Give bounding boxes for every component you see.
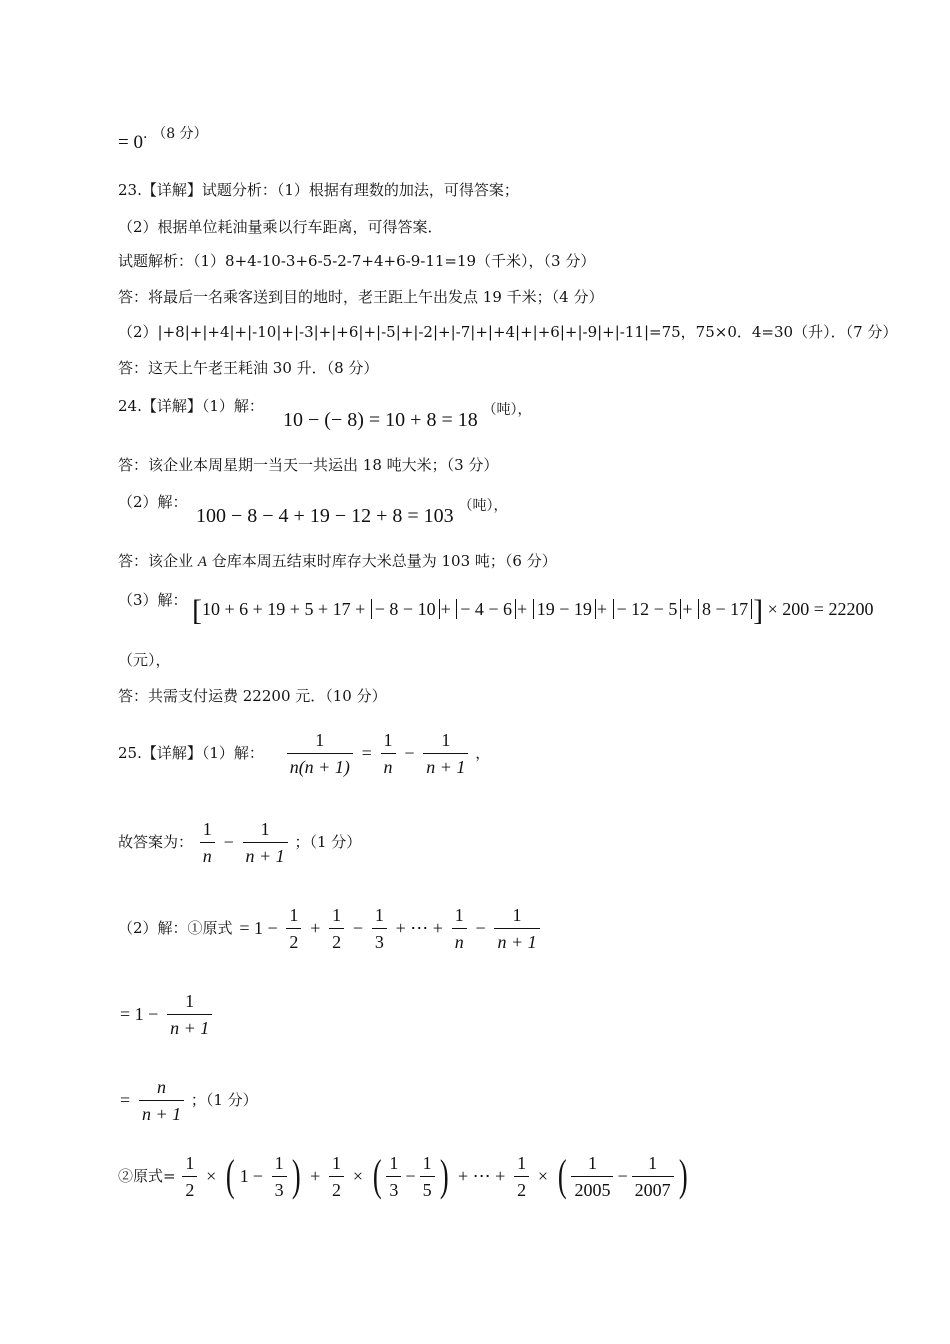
frac-den: n + 1	[497, 931, 537, 952]
minus: −	[352, 918, 364, 938]
times: ×	[206, 1166, 217, 1186]
frac-num: 1	[514, 1152, 529, 1177]
q24-eq2: 100 − 8 − 4 + 19 − 12 + 8 = 103	[196, 505, 454, 527]
plus: +	[310, 1166, 321, 1186]
abs-term-1: − 8 − 10	[371, 599, 440, 619]
frac-1-2007	[632, 1152, 674, 1201]
frac-den: 2	[185, 1179, 195, 1200]
right-paren: )	[439, 1151, 449, 1200]
frac-den: 2	[332, 931, 342, 952]
abs-term-2: − 4 − 6	[456, 599, 516, 619]
frac-num: 1	[423, 729, 468, 754]
q24-eq3-end: × 200 = 22200	[767, 599, 874, 619]
times: ×	[537, 1166, 549, 1186]
answer-label: 故答案为：	[118, 833, 194, 851]
frac-num: 1	[372, 904, 387, 929]
minus: −	[405, 1166, 416, 1186]
frac-num: 1	[243, 818, 288, 843]
frac-1-3	[372, 904, 387, 953]
q24-eq3-line	[192, 592, 873, 628]
frac-1-over-n	[381, 729, 396, 778]
frac-den: 3	[274, 1179, 284, 1200]
score-1: ；（1 分）	[294, 833, 362, 851]
q24-eq2-line	[196, 496, 507, 527]
frac-1-2	[286, 904, 301, 953]
frac-num: 1	[167, 990, 212, 1015]
minus: −	[223, 832, 234, 852]
frac-1-n	[452, 904, 467, 953]
equals: =	[361, 743, 372, 763]
frac-num: 1	[286, 904, 301, 929]
frac-1-2	[514, 1152, 529, 1201]
part2-label: （2）解：①原式	[118, 919, 233, 937]
frac-1-3	[272, 1152, 287, 1201]
frac-1-2	[329, 904, 344, 953]
minus: −	[617, 1166, 628, 1186]
left-paren: (	[226, 1151, 235, 1200]
frac-den: n	[383, 756, 393, 777]
left-bracket: [	[192, 593, 202, 627]
right-bracket: ]	[753, 593, 764, 627]
q24-part2-label: （2）解：	[118, 493, 188, 511]
frac-den: n + 1	[170, 1017, 210, 1038]
q25-part2b-line	[118, 1147, 690, 1204]
ellipsis: + ⋯ +	[458, 1166, 506, 1186]
times: ×	[352, 1166, 363, 1186]
frac-1-over-n	[200, 818, 215, 867]
frac-1-2	[182, 1152, 197, 1201]
frac-den: n + 1	[141, 1103, 182, 1124]
plus: +	[310, 918, 321, 938]
top-score: （8 分）	[152, 126, 208, 142]
q24-eq3-start: 10 + 6 + 19 + 5 + 17 +	[202, 599, 366, 619]
frac-den: 2	[332, 1179, 342, 1200]
frac-num: 1	[381, 729, 396, 754]
minus: −	[475, 918, 486, 938]
frac-den: n	[202, 845, 212, 866]
frac-den: 2005	[574, 1179, 611, 1200]
frac-1-2005	[571, 1152, 613, 1201]
q23-heading: 23.【详解】试题分析：（1）根据有理数的加法，可得答案；	[118, 181, 519, 199]
frac-1-over-n-n1	[287, 729, 353, 778]
frac-den: 5	[422, 1179, 432, 1200]
equals: =	[120, 1090, 131, 1110]
q24-var-a: A	[197, 554, 207, 570]
q24-part1	[118, 396, 264, 416]
top-equation: = 0	[118, 132, 143, 153]
frac-den: 2	[289, 931, 299, 952]
frac-num: 1	[452, 904, 467, 929]
frac-num: 1	[329, 1152, 344, 1177]
q24-part3-label: （3）解：	[118, 591, 188, 609]
frac-num: 1	[329, 904, 344, 929]
q25-part1-line	[118, 727, 490, 778]
left-paren: (	[557, 1151, 567, 1200]
frac-num: 1	[632, 1152, 674, 1177]
ellipsis: + ⋯ +	[395, 918, 443, 938]
frac-num: 1	[200, 818, 215, 843]
frac-num: n	[139, 1076, 184, 1101]
frac-num: 1	[272, 1152, 287, 1177]
frac-1-n-plus-1	[494, 904, 539, 953]
frac-den: n	[454, 931, 464, 952]
plus-3: +	[596, 599, 608, 619]
plus-4: +	[682, 599, 693, 619]
q23-line-2: （2）根据单位耗油量乘以行车距离，可得答案．	[118, 218, 443, 236]
frac-n-over-n-plus-1	[139, 1076, 184, 1125]
frac-num: 1	[287, 729, 353, 754]
q24-answer-2	[118, 551, 557, 572]
frac-den: 3	[374, 931, 384, 952]
q24-answer-1: 答：该企业本周星期一当天一共运出 18 吨大米；（3 分）	[118, 456, 499, 474]
q23-line-5: （2）|+8|+|+4|+|-10|+|-3|+|+6|+|-5|+|-2|+|-7|+|+4|+|+6|+|-9|+|-11|=75，75×0．4=30（升）．（7 分）	[118, 323, 898, 341]
frac-num: 1	[420, 1152, 435, 1177]
frac-num: 1	[571, 1152, 613, 1177]
left-paren: (	[372, 1151, 382, 1200]
minus: −	[252, 1166, 263, 1186]
q24-answer-2-a: 答：该企业	[118, 552, 198, 570]
comma: ，	[475, 744, 491, 762]
frac-1-3	[386, 1152, 401, 1201]
q25-heading: 25.【详解】（1）解：	[118, 744, 264, 762]
frac-den: n(n + 1)	[289, 756, 350, 777]
plus-1: +	[440, 599, 451, 619]
q24-unit1: （吨），	[482, 402, 532, 418]
q24-eq1-line	[283, 400, 532, 431]
frac-1-2	[329, 1152, 344, 1201]
frac-den: 2007	[634, 1179, 671, 1200]
right-paren: )	[291, 1151, 301, 1200]
q24-answer-2-b: 仓库本周五结束时库存大米总量为 103 吨；（6 分）	[206, 552, 557, 570]
q24-eq1: 10 − (− 8) = 10 + 8 = 18	[283, 409, 478, 431]
frac-1-over-n-plus-1	[423, 729, 468, 778]
score-2: ；（1 分）	[190, 1091, 258, 1109]
frac-den: n + 1	[245, 845, 285, 866]
top-dot: .	[142, 126, 148, 142]
q24-answer-3: 答：共需支付运费 22200 元．（10 分）	[118, 687, 387, 705]
frac-den: 2	[517, 1179, 527, 1200]
q24-unit3: （元），	[118, 651, 171, 669]
q23-line-6: 答：这天上午老王耗油 30 升．（8 分）	[118, 359, 379, 377]
top-result-line	[118, 124, 208, 153]
frac-1-5	[420, 1152, 435, 1201]
q25-answer-1	[118, 816, 361, 867]
q25-step-3	[118, 1074, 258, 1125]
plus-2: +	[517, 599, 528, 619]
q24-heading: 24.【详解】（1）解：	[118, 397, 264, 415]
part2b-label: ②原式=	[118, 1167, 176, 1185]
minus: −	[404, 743, 415, 763]
eq-1-minus: = 1 −	[120, 1004, 159, 1024]
abs-term-3: 19 − 19	[533, 599, 596, 619]
right-paren: )	[678, 1151, 688, 1200]
q25-part2-line	[118, 902, 542, 953]
frac-1-n-plus-1	[167, 990, 212, 1039]
frac-1-over-n-plus-1	[243, 818, 288, 867]
q23-line-3: 试题解析：（1）8+4-10-3+6-5-2-7+4+6-9-11=19（千米），（3 分）	[118, 252, 596, 270]
frac-num: 1	[494, 904, 539, 929]
eq-start: = 1 −	[239, 918, 278, 938]
abs-term-4: − 12 − 5	[613, 599, 682, 619]
one: 1	[239, 1166, 249, 1186]
frac-num: 1	[182, 1152, 197, 1177]
q24-unit2: （吨），	[458, 498, 508, 514]
q23-line-4: 答：将最后一名乘客送到目的地时，老王距上午出发点 19 千米；（4 分）	[118, 288, 604, 306]
frac-den: 3	[389, 1179, 399, 1200]
frac-den: n + 1	[426, 756, 466, 777]
frac-num: 1	[386, 1152, 401, 1177]
abs-term-5: 8 − 17	[698, 599, 752, 619]
q25-step-2	[118, 988, 214, 1039]
